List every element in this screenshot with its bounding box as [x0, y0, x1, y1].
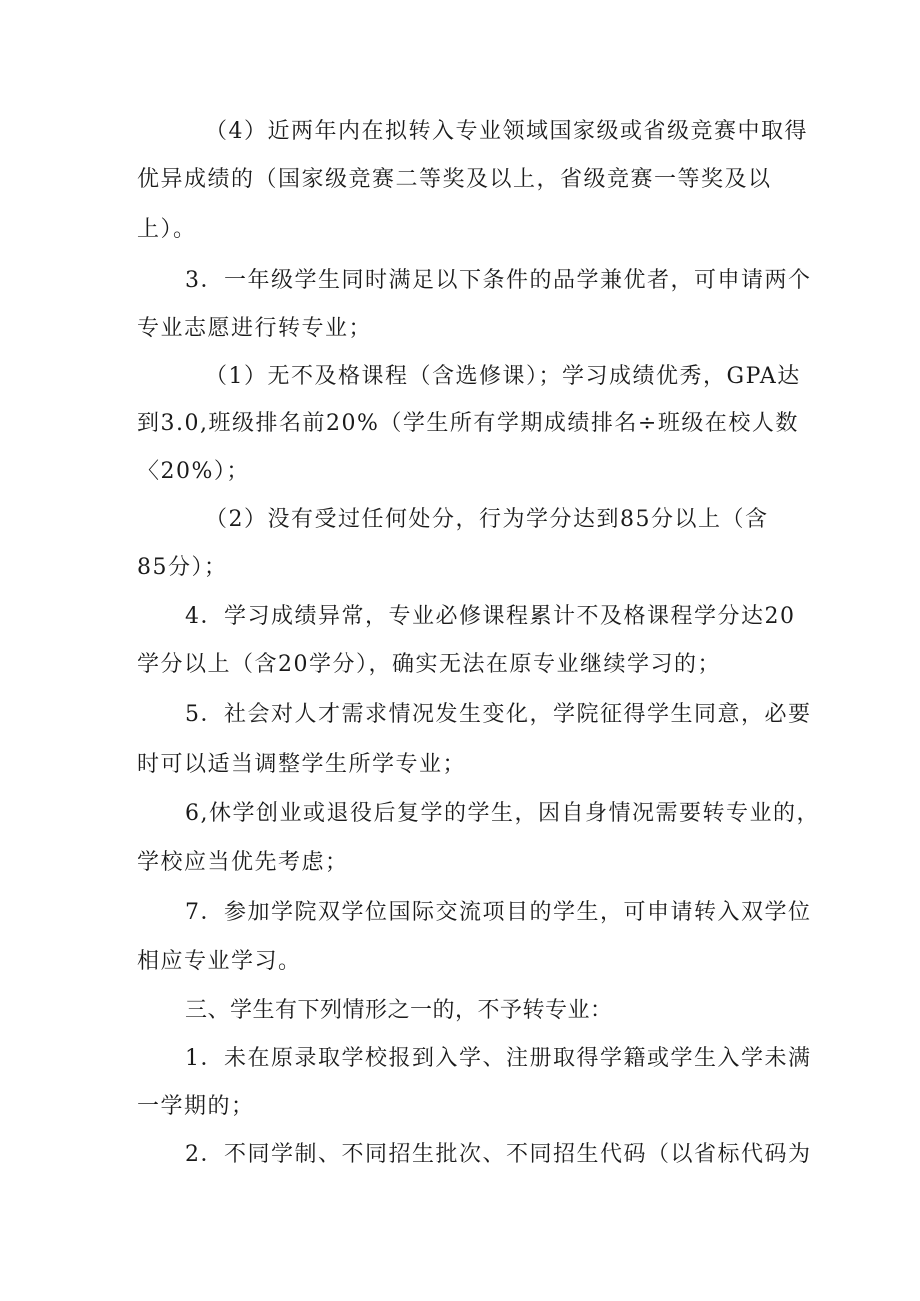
text-line: 学校应当优先考虑；	[137, 850, 349, 875]
text-line: 一学期的；	[137, 1094, 255, 1119]
text-line: （1）无不及格课程（含选修课）；学习成绩优秀，GPA达	[205, 364, 801, 389]
text-line: 上）。	[137, 217, 197, 242]
text-line: 时可以适当调整学生所学专业；	[137, 752, 467, 777]
text-line: 到3.0,班级排名前20%（学生所有学期成绩排名÷班级在校人数	[137, 411, 799, 436]
text-line: （4）近两年内在拟转入专业领域国家级或省级竞赛中取得	[205, 119, 808, 144]
text-line: 2．不同学制、不同招生批次、不同招生代码（以省标代码为	[185, 1142, 812, 1167]
text-line: 6,休学创业或退役后复学的学生，因自身情况需要转专业的，	[185, 801, 820, 826]
text-line: 学分以上（含20学分），确实无法在原专业继续学习的；	[137, 652, 721, 677]
text-line: 〈20%）；	[137, 459, 250, 484]
text-line: 1．未在原录取学校报到入学、注册取得学籍或学生入学未满	[185, 1046, 812, 1071]
text-line: 7．参加学院双学位国际交流项目的学生，可申请转入双学位	[185, 900, 812, 925]
text-line: 3．一年级学生同时满足以下条件的品学兼优者，可申请两个	[185, 268, 812, 293]
text-line: 5．社会对人才需求情况发生变化，学院征得学生同意，必要	[185, 702, 812, 727]
text-line: 优异成绩的（国家级竞赛二等奖及以上，省级竞赛一等奖及以	[137, 167, 772, 192]
text-line: 4．学习成绩异常，专业必修课程累计不及格课程学分达20	[185, 604, 796, 629]
section-heading: 三、学生有下列情形之一的，不予转专业：	[185, 998, 613, 1023]
text-line: 专业志愿进行转专业；	[137, 316, 373, 341]
text-line: 相应专业学习。	[137, 949, 302, 974]
text-line: 85分）；	[137, 555, 228, 580]
text-line: （2）没有受过任何处分，行为学分达到85分以上（含	[205, 507, 769, 532]
